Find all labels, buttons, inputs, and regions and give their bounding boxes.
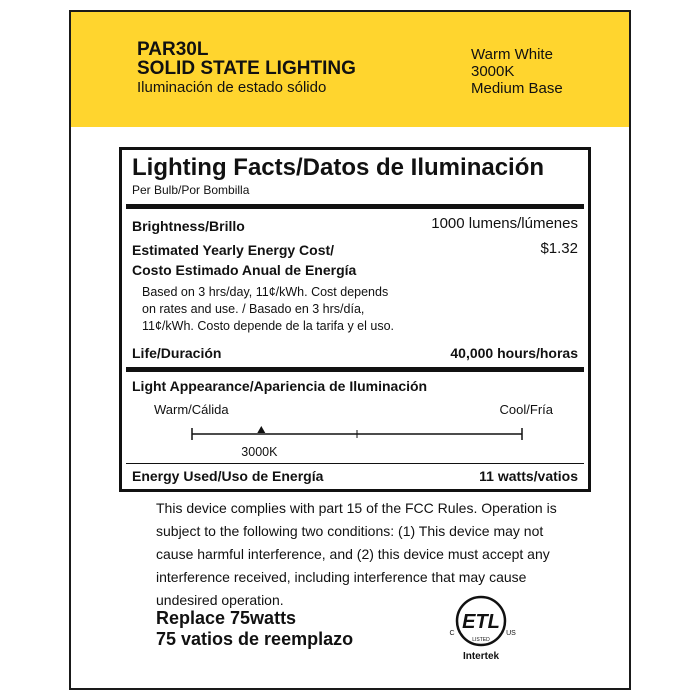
fcc-line: cause harmful interference, and (2) this device must accept any <box>156 546 550 562</box>
life-value: 40,000 hours/horas <box>450 345 578 361</box>
fcc-line: undesired operation. <box>156 592 284 608</box>
brightness-label: Brightness/Brillo <box>132 218 245 234</box>
scale-marker <box>257 426 265 433</box>
product-subtitle-es: Iluminación de estado sólido <box>137 79 327 96</box>
replace-wattage <box>156 608 353 650</box>
divider <box>126 367 584 372</box>
fcc-line: interference received, including interference that may cause <box>156 569 527 585</box>
etl-us-mark: US <box>506 630 516 637</box>
cost-value: $1.32 <box>540 240 578 257</box>
product-heading <box>137 40 356 96</box>
cost-note <box>142 284 442 335</box>
product-name: PAR30L <box>137 39 209 60</box>
lighting-facts-panel <box>119 147 591 492</box>
color-temperature-scale <box>182 422 542 444</box>
product-subtitle: SOLID STATE LIGHTING <box>137 58 356 79</box>
divider <box>126 204 584 209</box>
energy-value: 11 watts/vatios <box>479 468 578 484</box>
cost-label-1: Estimated Yearly Energy Cost/ <box>132 242 335 258</box>
etl-c-mark: C <box>449 630 455 637</box>
spec-color: Warm White <box>471 46 553 63</box>
cost-note-line: Based on 3 hrs/day, 11¢/kWh. Cost depends <box>142 285 389 299</box>
product-specs <box>471 46 563 97</box>
replace-line-en: Replace 75watts <box>156 608 297 628</box>
spec-temperature: 3000K <box>471 63 515 80</box>
cost-label-2: Costo Estimado Anual de Energía <box>132 262 357 278</box>
cost-note-line: on rates and use. / Basado en 3 hrs/día, <box>142 302 365 316</box>
etl-listed-text: LISTED <box>472 637 490 643</box>
life-label: Life/Duración <box>132 345 222 361</box>
scale-marker-label: 3000K <box>241 445 278 459</box>
fcc-line: This device complies with part 15 of the FCC Rules. Operation is <box>156 500 557 516</box>
spec-base: Medium Base <box>471 80 563 97</box>
product-label <box>69 10 631 690</box>
warm-label: Warm/Cálida <box>154 402 229 417</box>
cost-note-line: 11¢/kWh. Costo depende de la tarifa y el uso. <box>142 319 395 333</box>
appearance-label: Light Appearance/Apariencia de Iluminación <box>132 378 428 394</box>
cool-label: Cool/Fría <box>499 402 553 417</box>
energy-label: Energy Used/Uso de Energía <box>132 468 324 484</box>
etl-mark: ETL <box>462 611 500 633</box>
facts-title: Lighting Facts/Datos de Iluminación <box>132 154 545 181</box>
brightness-value <box>431 215 578 232</box>
fcc-line: subject to the following two conditions: (1) This device may not <box>156 523 544 539</box>
facts-per-bulb: Per Bulb/Por Bombilla <box>132 183 250 197</box>
etl-listed-logo <box>441 587 521 667</box>
replace-line-es: 75 vatios de reemplazo <box>156 629 354 649</box>
etl-brand: Intertek <box>462 651 500 662</box>
divider <box>126 463 584 464</box>
brightness-value-text: 1000 lumens/lúmenes <box>431 215 578 232</box>
